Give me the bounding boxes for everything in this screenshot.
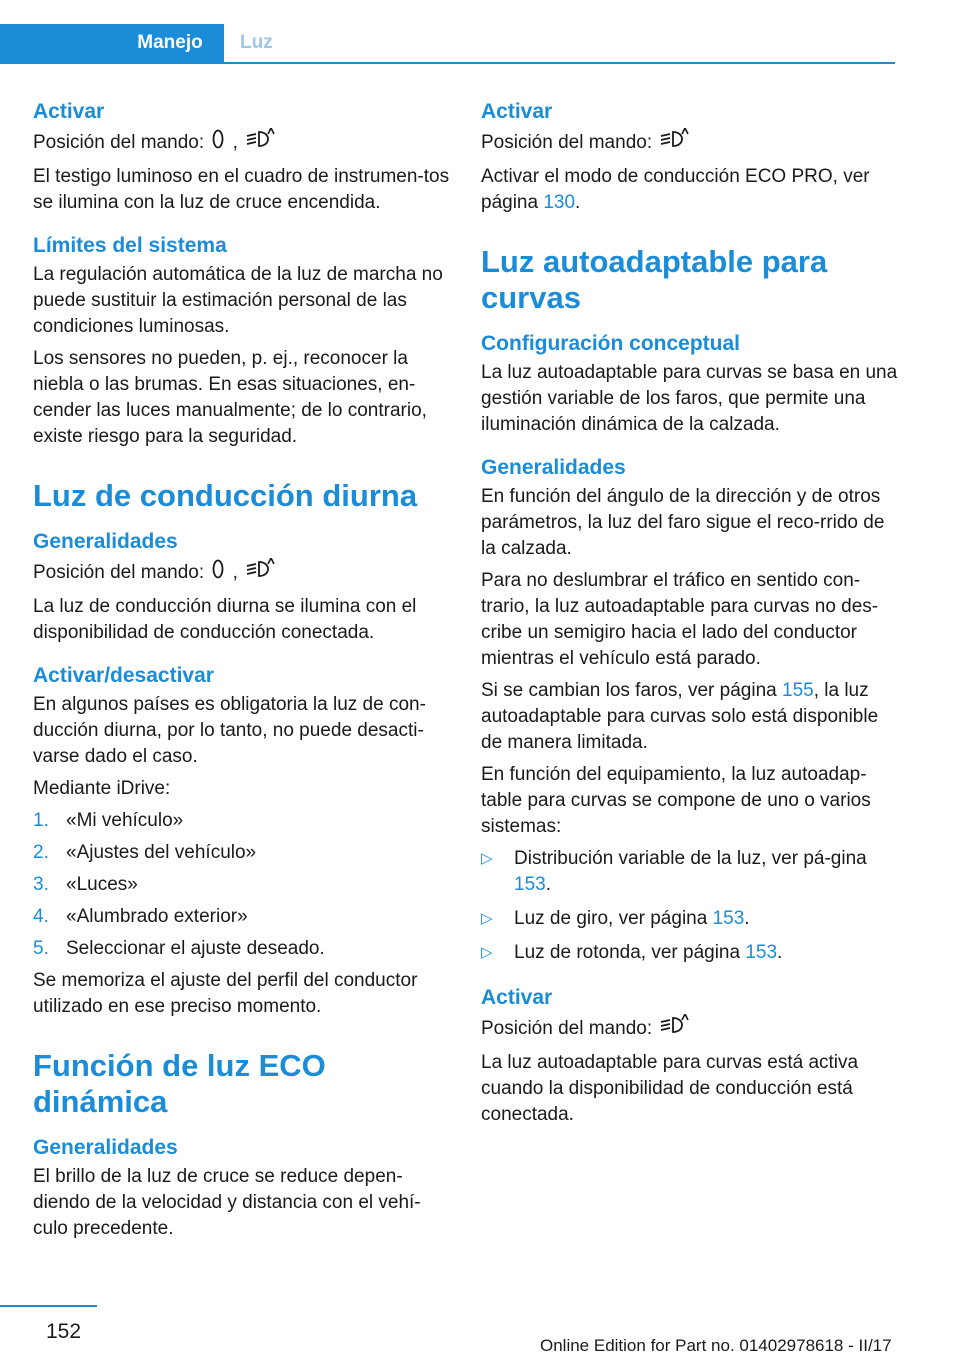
- page-reference-link[interactable]: 155: [782, 680, 814, 701]
- paragraph: El brillo de la luz de cruce se reduce depen-diendo de la velocidad y distancia con el vehí-culo precedente.: [33, 1166, 421, 1239]
- light-switch-off-icon: [211, 128, 225, 158]
- footer-rule: [0, 1305, 97, 1307]
- list-item: ▷ Distribución variable de la luz, ver pá-gina 153.: [481, 848, 867, 895]
- paragraph: En función del ángulo de la dirección y de otros parámetros, la luz del faro sigue el reco-rrido de la calzada.: [481, 486, 885, 559]
- idrive-steps-list: [33, 808, 453, 962]
- page-reference-link[interactable]: 153: [712, 908, 745, 929]
- section-title: Configuración conceptual: [481, 332, 741, 355]
- chapter-heading: Función de luz ECO dinámica: [33, 1048, 326, 1119]
- page-reference-link[interactable]: 153: [745, 942, 778, 963]
- paragraph: Los sensores no pueden, p. ej., reconocer la niebla o las brumas. En esas situaciones, en-cender las luces manualmente; de lo contrario, existe riesgo para la seguridad.: [33, 348, 427, 447]
- auto-headlight-icon: [659, 1014, 693, 1044]
- section-title: Activar: [481, 986, 553, 1009]
- paragraph: Posición del mando:: [481, 128, 901, 158]
- edition-note: Online Edition for Part no. 01402978618 - II/17: [540, 1336, 892, 1355]
- list-item: 2. «Ajustes del vehículo»: [33, 842, 257, 863]
- auto-headlight-icon: [659, 128, 693, 158]
- section-title: Activar: [33, 100, 105, 123]
- triangle-bullet-icon: ▷: [481, 850, 493, 867]
- right-column: [481, 98, 901, 1134]
- paragraph: Posición del mando: ,: [33, 558, 453, 588]
- paragraph: En algunos países es obligatoria la luz de con-ducción diurna, por lo tanto, no puede desacti-varse dado el caso.: [33, 694, 426, 767]
- chapter-heading: Luz de conducción diurna: [33, 478, 418, 513]
- paragraph: En función del equipamiento, la luz autoadap-table para curvas se compone de uno o varios sistemas:: [481, 764, 871, 837]
- tab-luz[interactable]: Luz: [240, 32, 273, 53]
- paragraph: Para no deslumbrar el tráfico en sentido con-trario, la luz autoadaptable para curvas no des-cribe un semigiro hacia el lado del conductor mientras el vehículo está parado.: [481, 570, 879, 669]
- paragraph: Mediante iDrive:: [33, 778, 171, 799]
- paragraph: La luz autoadaptable para curvas se basa en una gestión variable de los faros, que permite una iluminación dinámica de la calzada.: [481, 362, 898, 435]
- section-title: Activar: [481, 100, 553, 123]
- paragraph: Posición del mando:: [481, 1014, 901, 1044]
- left-column: [33, 98, 453, 1248]
- list-item: 5. Seleccionar el ajuste deseado.: [33, 938, 325, 959]
- section-title: Activar/desactivar: [33, 664, 214, 687]
- section-title: Generalidades: [33, 530, 178, 553]
- paragraph: La luz de conducción diurna se ilumina con el disponibilidad de conducción conectada.: [33, 596, 417, 643]
- light-switch-off-icon: [211, 558, 225, 588]
- chapter-header: [0, 0, 895, 64]
- list-item: ▷ Luz de rotonda, ver página 153.: [481, 940, 901, 966]
- chapter-heading: Luz autoadaptable para curvas: [481, 244, 828, 315]
- paragraph: Posición del mando: ,: [33, 128, 453, 158]
- paragraph: La regulación automática de la luz de marcha no puede sustituir la estimación personal de las condiciones luminosas.: [33, 264, 443, 337]
- paragraph: La luz autoadaptable para curvas está activa cuando la disponibilidad de conducción está conectada.: [481, 1052, 859, 1125]
- list-item: 3. «Luces»: [33, 874, 138, 895]
- list-item: 4. «Alumbrado exterior»: [33, 906, 248, 927]
- page-number: 152: [46, 1320, 82, 1343]
- page-reference-link[interactable]: 130: [543, 192, 576, 213]
- section-title: Generalidades: [33, 1136, 178, 1159]
- systems-list: [481, 846, 901, 966]
- paragraph: Activar el modo de conducción ECO PRO, ver página 130.: [481, 166, 870, 213]
- header-accent: [0, 24, 116, 62]
- auto-headlight-icon: [245, 558, 279, 588]
- triangle-bullet-icon: ▷: [481, 944, 493, 961]
- paragraph: Se memoriza el ajuste del perfil del conductor utilizado en ese preciso momento.: [33, 970, 418, 1017]
- tab-manejo[interactable]: Manejo: [116, 24, 224, 62]
- section-title: Límites del sistema: [33, 234, 227, 257]
- triangle-bullet-icon: ▷: [481, 910, 493, 927]
- paragraph: El testigo luminoso en el cuadro de instrumen-tos se ilumina con la luz de cruce encendida.: [33, 166, 450, 213]
- page-reference-link[interactable]: 153: [514, 874, 546, 895]
- list-item: ▷ Luz de giro, ver página 153.: [481, 906, 901, 932]
- paragraph: Si se cambian los faros, ver página 155, la luz autoadaptable para curvas solo está disponible de manera limitada.: [481, 680, 879, 753]
- list-item: 1. «Mi vehículo»: [33, 810, 184, 831]
- auto-headlight-icon: [245, 128, 279, 158]
- section-title: Generalidades: [481, 456, 626, 479]
